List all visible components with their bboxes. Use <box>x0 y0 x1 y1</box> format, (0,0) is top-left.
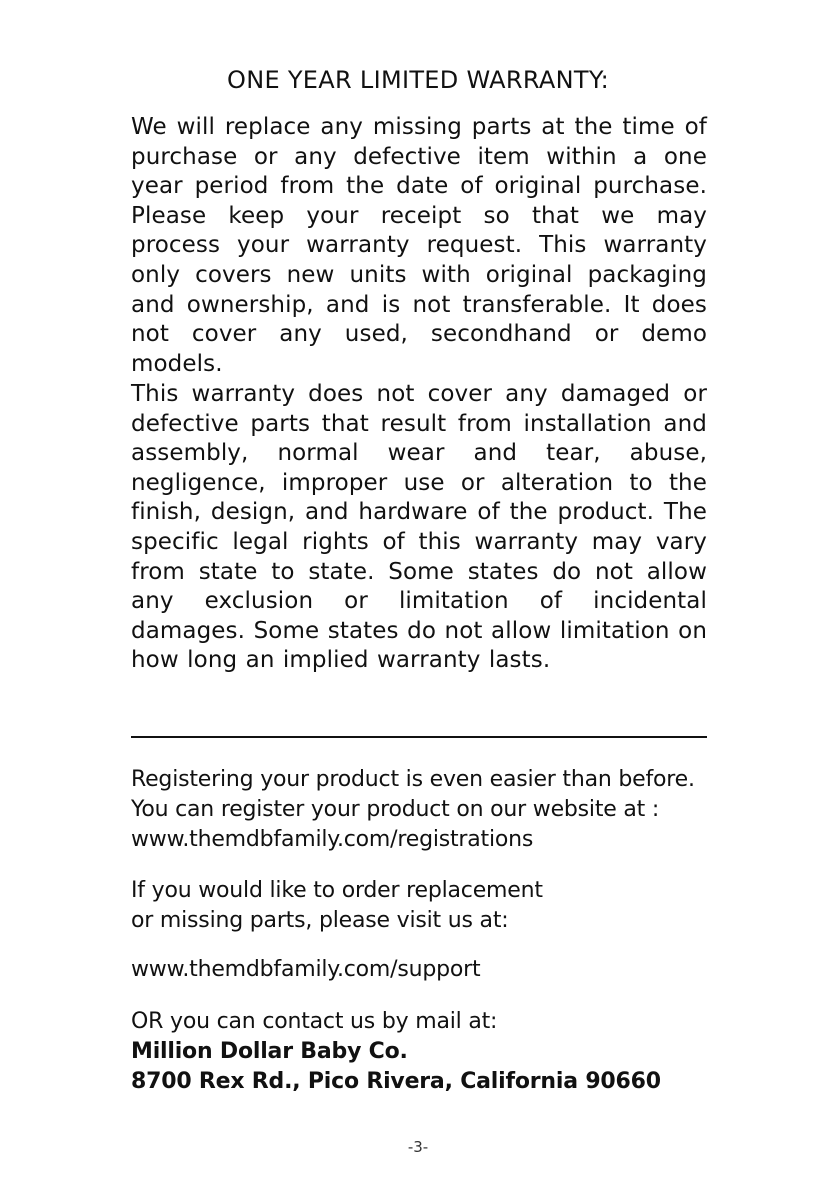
registration-section <box>131 765 731 855</box>
replacement-line-2: or missing parts, please visit us at: <box>131 908 509 933</box>
company-address: 8700 Rex Rd., Pico Rivera, California 90660 <box>131 1069 661 1094</box>
company-name: Million Dollar Baby Co. <box>131 1039 408 1064</box>
warranty-paragraph-2: This warranty does not cover any damaged or defective parts that result from installation and assembly, normal wear and tear, abuse, negligence, improper use or alteration to the finish, design, and hardware of the product. The specific legal rights of this warranty may vary from state to state. Some states do not allow any exclusion or limitation of incidental damages. Some states do not allow limitation on how long an implied warranty lasts. <box>131 381 707 674</box>
registration-line-2: You can register your product on our website at : <box>131 797 660 822</box>
warranty-title: ONE YEAR LIMITED WARRANTY: <box>227 66 609 94</box>
replacement-section <box>131 876 731 936</box>
replacement-line-1: If you would like to order replacement <box>131 878 543 903</box>
mail-section <box>131 1007 731 1097</box>
support-url: www.themdbfamily.com/support <box>131 957 481 982</box>
mail-intro: OR you can contact us by mail at: <box>131 1009 498 1034</box>
page-number: -3- <box>407 1138 429 1156</box>
registration-line-1: Registering your product is even easier than before. <box>131 767 695 792</box>
registration-url: www.themdbfamily.com/registrations <box>131 827 534 852</box>
warranty-paragraph-1: We will replace any missing parts at the time of purchase or any defective item within a one year period from the date of original purchase. Please keep your receipt so that we may process your warranty request. This warranty only covers new units with original packaging and ownership, and is not transferable. It does not cover any used, secondhand or demo models. <box>131 114 707 377</box>
section-divider <box>131 736 707 738</box>
